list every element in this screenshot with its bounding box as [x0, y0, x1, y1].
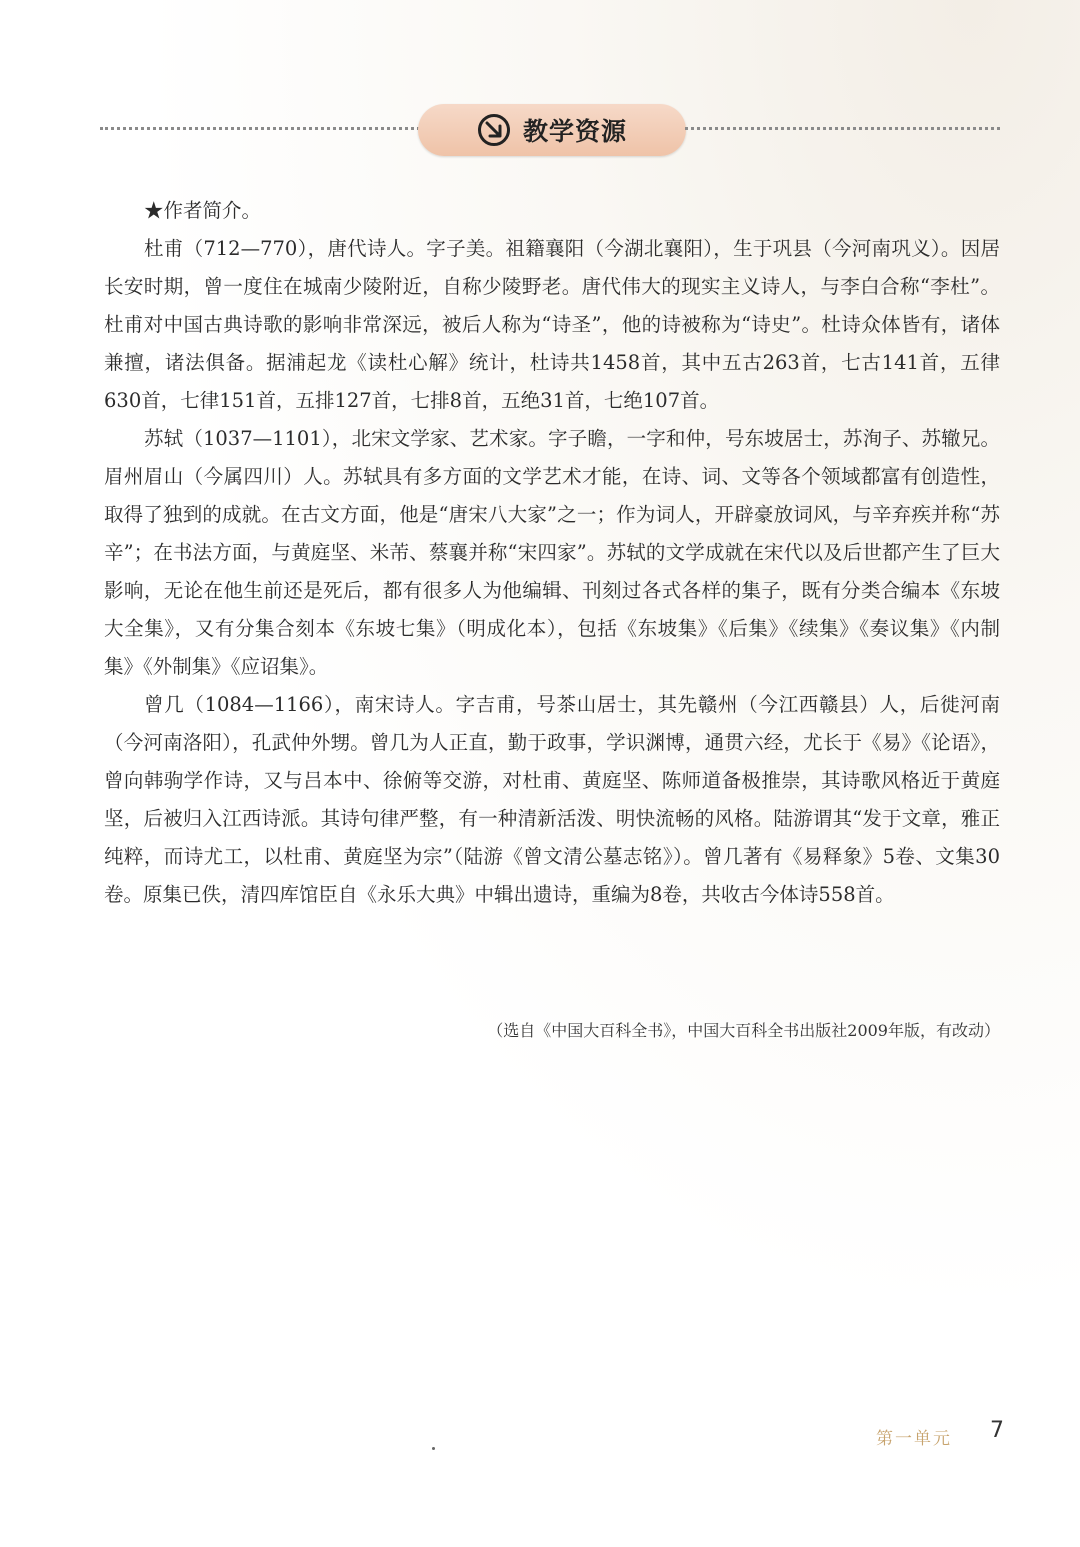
section-header: [100, 100, 1000, 160]
scan-speck: [432, 1447, 435, 1450]
intro-heading: ★作者简介。: [144, 199, 262, 222]
section-title: 教学资源: [522, 117, 627, 146]
source-citation: （选自《中国大百科全书》，中国大百科全书出版社2009年版，有改动）: [487, 1021, 1000, 1040]
section-badge: [418, 104, 686, 156]
dotted-rule-right: [685, 127, 1000, 130]
dotted-rule-left: [100, 127, 420, 130]
paragraph-du-fu: 杜甫（712—770），唐代诗人。字子美。祖籍襄阳（今湖北襄阳），生于巩县（今河南巩义）。因居长安时期，曾一度住在城南少陵附近，自称少陵野老。唐代伟大的现实主义诗人，与李白合称“李杜”。杜甫对中国古典诗歌的影响非常深远，被后人称为“诗圣”，他的诗被称为“诗史”。杜诗众体皆有，诸体兼擅，诸法俱备。据浦起龙《读杜心解》统计，杜诗共1458首，其中五古263首，七古141首，五律630首，七律151首，五排127首，七排8首，五绝31首，七绝107首。: [104, 237, 1000, 412]
page-number: 7: [990, 1418, 1004, 1443]
unit-label: 第一单元: [876, 1429, 952, 1449]
paragraph-su-shi: 苏轼（1037—1101），北宋文学家、艺术家。字子瞻，一字和仲，号东坡居士，苏洵子、苏辙兄。眉州眉山（今属四川）人。苏轼具有多方面的文学艺术才能，在诗、词、文等各个领域都富有创造性，取得了独到的成就。在古文方面，他是“唐宋八大家”之一；作为词人，开辟豪放词风，与辛弃疾并称“苏辛”；在书法方面，与黄庭坚、米芾、蔡襄并称“宋四家”。苏轼的文学成就在宋代以及后世都产生了巨大影响，无论在他生前还是死后，都有很多人为他编辑、刊刻过各式各样的集子，既有分类合编本《东坡大全集》，又有分集合刻本《东坡七集》（明成化本），包括《东坡集》《后集》《续集》《奏议集》《内制集》《外制集》《应诏集》。: [104, 427, 1000, 678]
article-body: [104, 192, 1000, 914]
paragraph-zeng-ji: 曾几（1084—1166），南宋诗人。字吉甫，号茶山居士，其先赣州（今江西赣县）人，后徙河南（今河南洛阳），孔武仲外甥。曾几为人正直，勤于政事，学识渊博，通贯六经，尤长于《易》《论语》，曾向韩驹学作诗，又与吕本中、徐俯等交游，对杜甫、黄庭坚、陈师道备极推崇，其诗歌风格近于黄庭坚，后被归入江西诗派。其诗句律严整，有一种清新活泼、明快流畅的风格。陆游谓其“发于文章，雅正纯粹，而诗尤工，以杜甫、黄庭坚为宗”（陆游《曾文清公墓志铭》）。曾几著有《易释象》5卷、文集30卷。原集已佚，清四库馆臣自《永乐大典》中辑出遗诗，重编为8卷，共收古今体诗558首。: [104, 693, 1000, 906]
arrow-circle-icon: [477, 113, 511, 147]
